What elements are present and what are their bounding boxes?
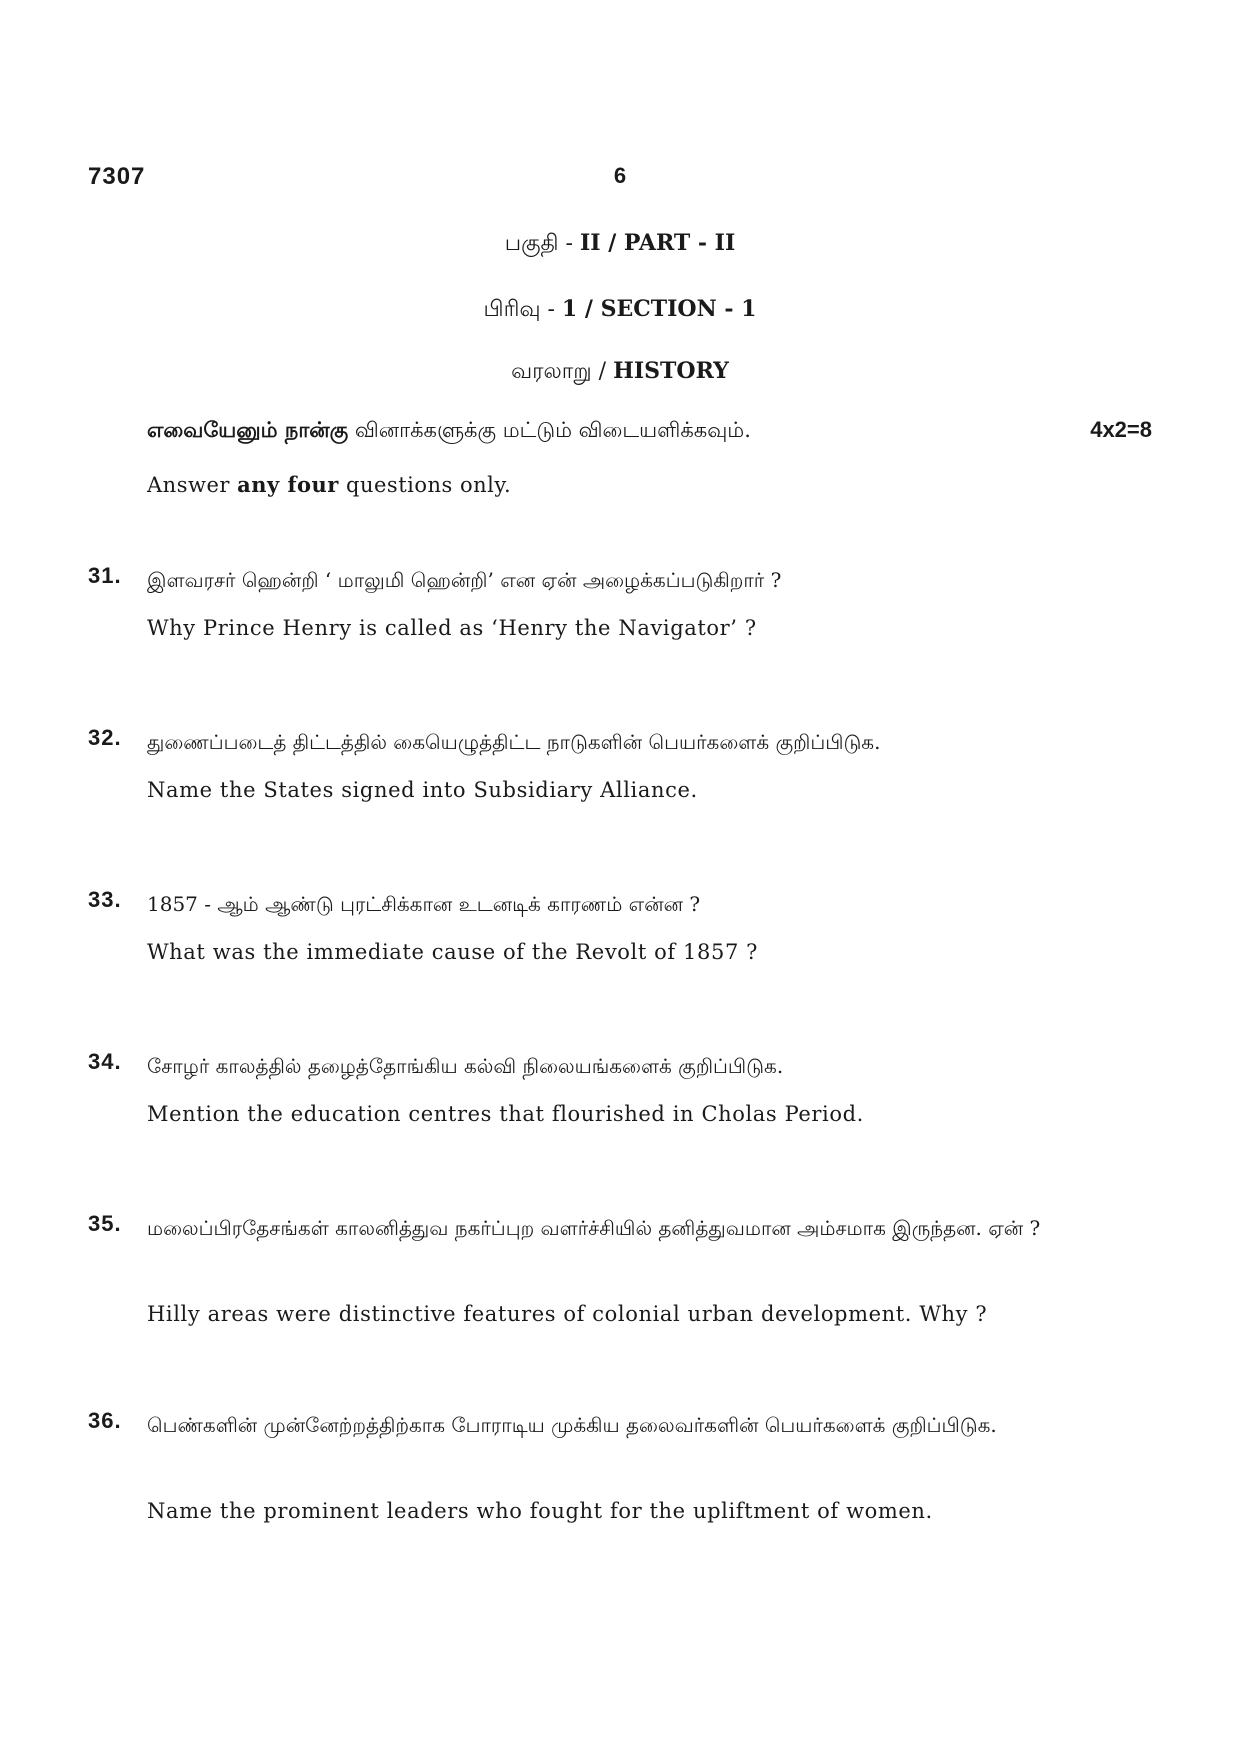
paper-code: 7307: [88, 163, 146, 190]
instruction-english-bold: any four: [237, 472, 339, 497]
section-heading-english: 1 / SECTION - 1: [561, 296, 757, 322]
instruction-tamil: [147, 417, 751, 445]
marks-allocation: 4x2=8: [1090, 417, 1152, 442]
part-heading: [0, 230, 1240, 259]
question-tamil: இளவரசர் ஹென்றி ‘ மாலுமி ஹென்றி’ என ஏன் அழைக்கப்படுகிறார் ?: [147, 568, 782, 592]
question-english: Why Prince Henry is called as ‘Henry the Navigator’ ?: [147, 616, 757, 640]
question-number: 31.: [88, 563, 122, 588]
subject-heading-tamil: வரலாறு /: [511, 359, 614, 384]
part-heading-english: II / PART - II: [580, 230, 736, 256]
section-heading-tamil: பிரிவு -: [483, 297, 562, 322]
instruction-tamil-rest: வினாக்களுக்கு மட்டும் விடையளிக்கவும்.: [348, 418, 751, 442]
question-english: What was the immediate cause of the Revolt of 1857 ?: [147, 940, 759, 964]
question-english: Hilly areas were distinctive features of colonial urban development. Why ?: [147, 1302, 988, 1326]
question-number: 36.: [88, 1408, 122, 1433]
question-tamil: துணைப்படைத் திட்டத்தில் கையெழுத்திட்ட நாடுகளின் பெயர்களைக் குறிப்பிடுக.: [147, 730, 881, 754]
question-english: Name the States signed into Subsidiary Alliance.: [147, 778, 698, 802]
instruction-english-pre: Answer: [147, 473, 238, 497]
question-tamil: பெண்களின் முன்னேற்றத்திற்காக போராடிய முக்கிய தலைவர்களின் பெயர்களைக் குறிப்பிடுக.: [147, 1413, 997, 1437]
instruction-english: [147, 472, 511, 497]
instruction-tamil-bold: எவையேனும் நான்கு: [147, 417, 349, 442]
question-tamil: 1857 - ஆம் ஆண்டு புரட்சிக்கான உடனடிக் காரணம் என்ன ?: [147, 892, 701, 916]
page-number: 6: [613, 163, 627, 188]
question-english: Name the prominent leaders who fought for the upliftment of women.: [147, 1499, 933, 1523]
part-heading-tamil: பகுதி -: [504, 231, 580, 256]
question-english: Mention the education centres that flourished in Cholas Period.: [147, 1102, 864, 1126]
subject-heading: [0, 358, 1240, 387]
question-number: 32.: [88, 725, 122, 750]
question-number: 33.: [88, 887, 122, 912]
section-heading: [0, 296, 1240, 325]
question-tamil: மலைப்பிரதேசங்கள் காலனித்துவ நகர்ப்புற வளர்ச்சியில் தனித்துவமான அம்சமாக இருந்தன. ஏன் ?: [147, 1216, 1041, 1240]
subject-heading-english: HISTORY: [613, 358, 729, 384]
instruction-english-post: questions only.: [338, 473, 512, 497]
question-tamil: சோழர் காலத்தில் தழைத்தோங்கிய கல்வி நிலையங்களைக் குறிப்பிடுக.: [147, 1054, 784, 1078]
question-number: 35.: [88, 1211, 122, 1236]
question-number: 34.: [88, 1049, 122, 1074]
